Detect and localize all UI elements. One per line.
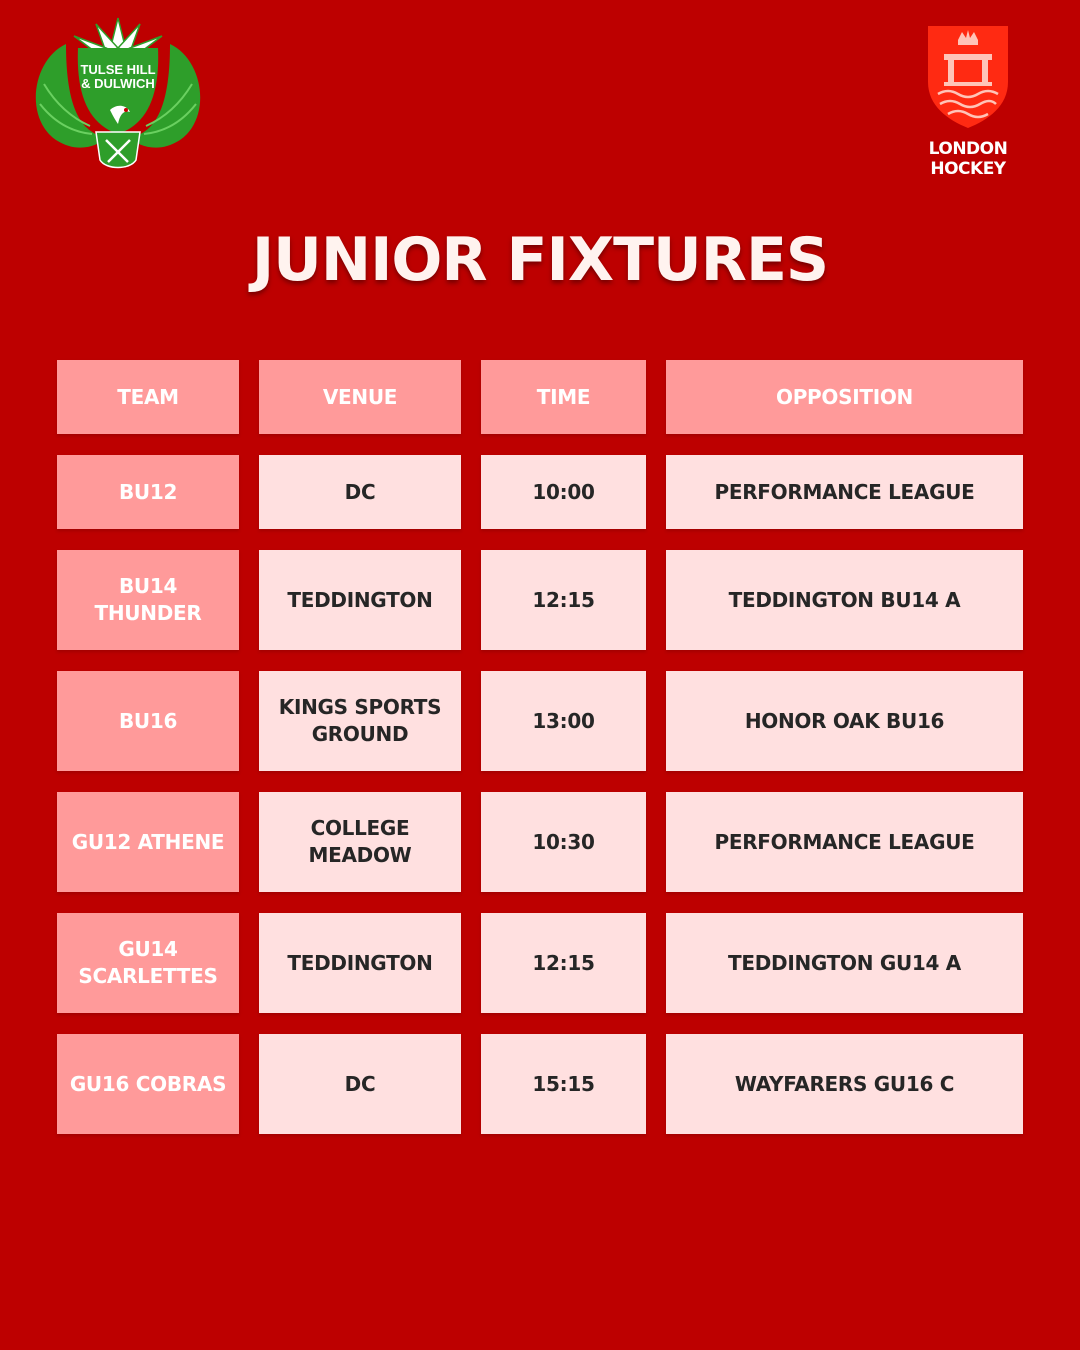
- header-opposition: OPPOSITION: [666, 360, 1023, 434]
- team-cell: BU12: [57, 455, 239, 529]
- opposition-cell: HONOR OAK BU16: [666, 671, 1023, 771]
- opposition-cell: WAYFARERS GU16 C: [666, 1034, 1023, 1134]
- time-cell: 10:30: [481, 792, 646, 892]
- header-time: TIME: [481, 360, 646, 434]
- london-hockey-logo: [918, 20, 1018, 182]
- team-cell: GU14 SCARLETTES: [57, 913, 239, 1013]
- crest-text-line1: TULSE HILL: [80, 62, 156, 77]
- crest-text-line2: & DULWICH: [81, 76, 155, 91]
- venue-cell: DC: [259, 1034, 461, 1134]
- venue-cell: TEDDINGTON: [259, 550, 461, 650]
- header-team: TEAM: [57, 360, 239, 434]
- time-cell: 15:15: [481, 1034, 646, 1134]
- opposition-cell: PERFORMANCE LEAGUE: [666, 792, 1023, 892]
- opposition-cell: PERFORMANCE LEAGUE: [666, 455, 1023, 529]
- venue-cell: DC: [259, 455, 461, 529]
- page-title: JUNIOR FIXTURES: [251, 225, 829, 295]
- london-hockey-text-line1: LONDON: [928, 139, 1008, 159]
- phoenix-crest-icon: [26, 14, 210, 178]
- tulse-hill-dulwich-logo: [26, 14, 210, 178]
- opposition-cell: TEDDINGTON GU14 A: [666, 913, 1023, 1013]
- venue-cell: COLLEGE MEADOW: [259, 792, 461, 892]
- team-cell: GU12 ATHENE: [57, 792, 239, 892]
- london-shield-icon: [922, 20, 1014, 132]
- team-cell: GU16 COBRAS: [57, 1034, 239, 1134]
- team-cell: BU14 THUNDER: [57, 550, 239, 650]
- time-cell: 10:00: [481, 455, 646, 529]
- team-cell: BU16: [57, 671, 239, 771]
- time-cell: 12:15: [481, 913, 646, 1013]
- london-hockey-text-line2: HOCKEY: [930, 159, 1006, 179]
- time-cell: 12:15: [481, 550, 646, 650]
- header-venue: VENUE: [259, 360, 461, 434]
- opposition-cell: TEDDINGTON BU14 A: [666, 550, 1023, 650]
- venue-cell: TEDDINGTON: [259, 913, 461, 1013]
- venue-cell: KINGS SPORTS GROUND: [259, 671, 461, 771]
- time-cell: 13:00: [481, 671, 646, 771]
